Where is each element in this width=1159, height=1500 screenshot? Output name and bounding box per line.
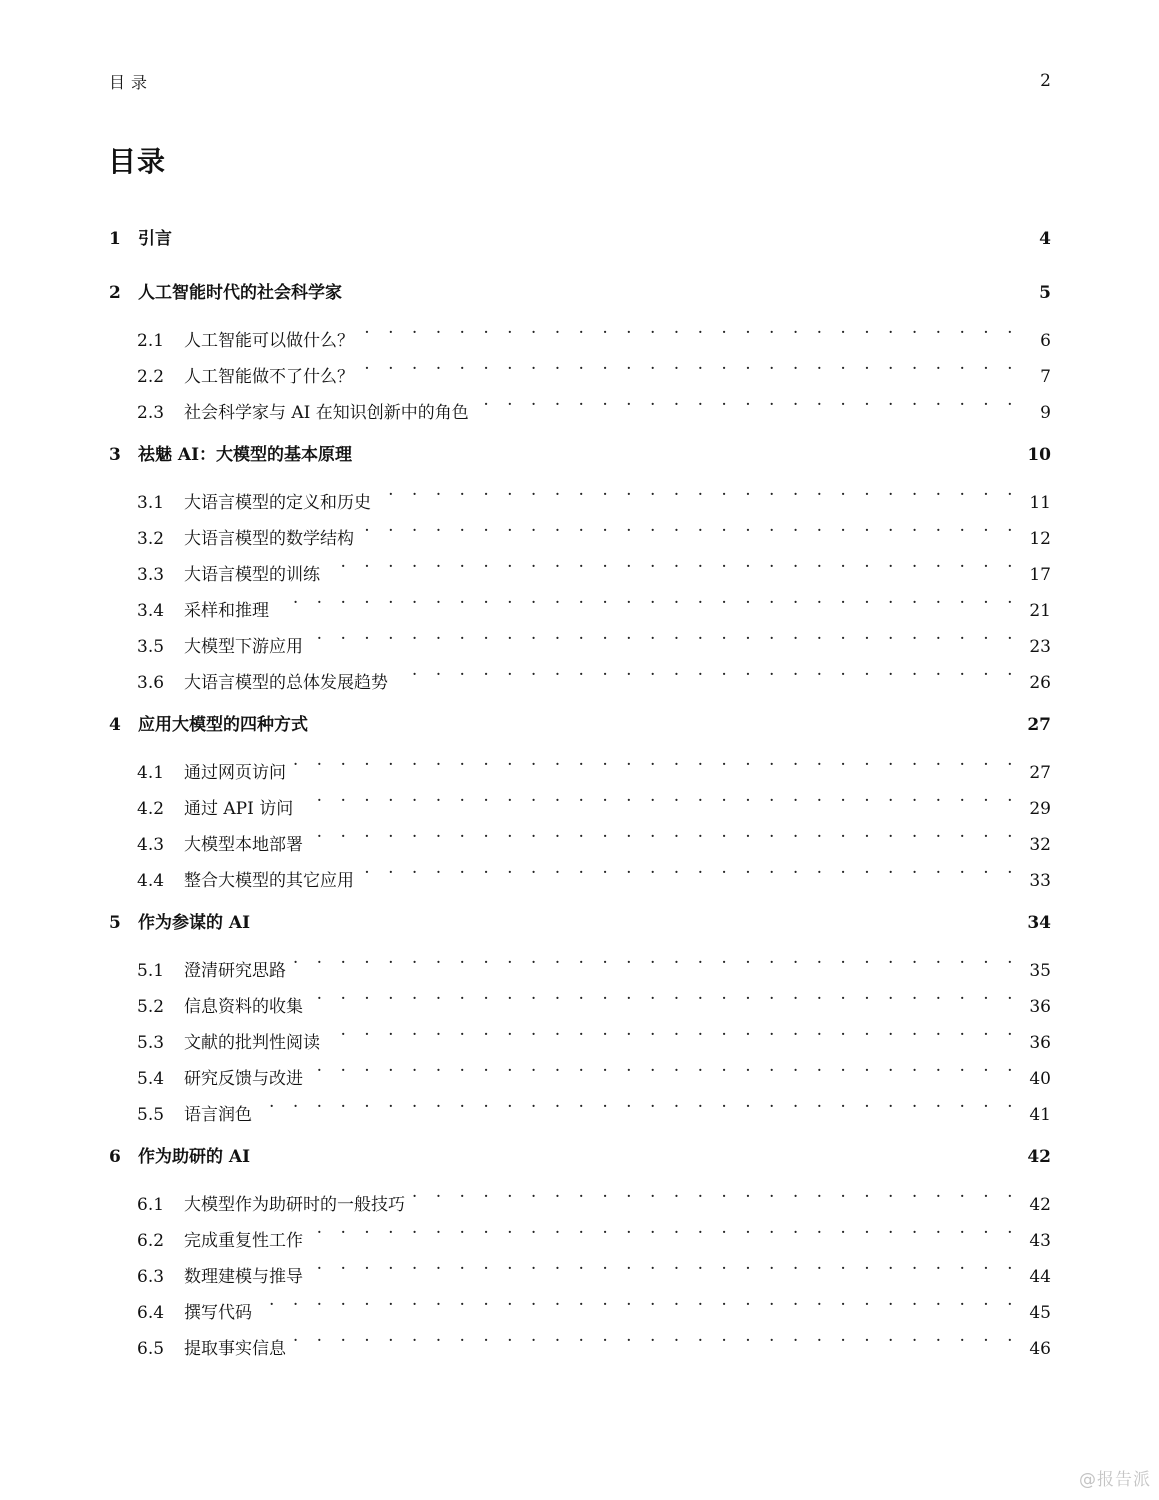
- subsection-number: 3.1: [137, 493, 165, 513]
- toc-subsection-3-1[interactable]: [109, 472, 1051, 513]
- subsection-title: 社会科学家与 AI 在知识创新中的角色: [184, 403, 469, 423]
- subsection-page: 36: [1029, 997, 1051, 1017]
- section-page: 27: [1027, 715, 1051, 735]
- subsection-page: 23: [1029, 637, 1051, 657]
- dot-leader: [299, 778, 1019, 814]
- subsection-page: 27: [1029, 763, 1051, 783]
- dot-leader: [292, 940, 1019, 976]
- section-title: 祛魅 AI：大模型的基本原理: [138, 445, 353, 465]
- dot-leader: [394, 652, 1019, 688]
- section-page: 10: [1027, 445, 1051, 465]
- subsection-page: 11: [1029, 493, 1051, 513]
- subsection-number: 6.1: [137, 1195, 165, 1215]
- dot-leader: [309, 1048, 1019, 1084]
- subsection-title: 大语言模型的总体发展趋势: [184, 673, 388, 693]
- dot-leader: [360, 850, 1019, 886]
- subsection-number: 3.6: [137, 673, 165, 693]
- page-number: 2: [1040, 71, 1051, 91]
- subsection-title: 研究反馈与改进: [184, 1069, 303, 1089]
- subsection-page: 43: [1029, 1231, 1051, 1251]
- subsection-title: 通过 API 访问: [184, 799, 294, 819]
- subsection-page: 45: [1029, 1303, 1051, 1323]
- section-title: 人工智能时代的社会科学家: [138, 283, 342, 303]
- section-number: 6: [109, 1147, 121, 1167]
- dot-leader: [377, 472, 1019, 508]
- subsection-number: 2.3: [137, 403, 165, 423]
- toc-section-4[interactable]: [109, 708, 1051, 742]
- subsection-page: 33: [1029, 871, 1051, 891]
- dot-leader: [309, 814, 1019, 850]
- section-title: 作为参谋的 AI: [138, 913, 251, 933]
- subsection-number: 4.2: [137, 799, 165, 819]
- subsection-title: 大模型下游应用: [184, 637, 303, 657]
- toc-section-6[interactable]: [109, 1140, 1051, 1174]
- subsection-title: 信息资料的收集: [184, 997, 303, 1017]
- subsection-title: 大模型作为助研时的一般技巧: [184, 1195, 405, 1215]
- toc-subsection-5-1[interactable]: [109, 940, 1051, 981]
- subsection-page: 7: [1040, 367, 1051, 387]
- subsection-page: 21: [1029, 601, 1051, 621]
- subsection-number: 5.1: [137, 961, 165, 981]
- subsection-title: 语言润色: [184, 1105, 252, 1125]
- dot-leader: [275, 580, 1019, 616]
- subsection-number: 5.4: [137, 1069, 165, 1089]
- section-number: 3: [109, 445, 121, 465]
- subsection-page: 44: [1029, 1267, 1051, 1287]
- dot-leader: [258, 1084, 1019, 1120]
- subsection-page: 26: [1029, 673, 1051, 693]
- subsection-page: 6: [1040, 331, 1051, 351]
- subsection-number: 3.3: [137, 565, 165, 585]
- subsection-number: 6.5: [137, 1339, 165, 1359]
- dot-leader: [360, 508, 1019, 544]
- subsection-page: 40: [1029, 1069, 1051, 1089]
- subsection-page: 36: [1029, 1033, 1051, 1053]
- subsection-title: 人工智能可以做什么？: [184, 331, 354, 351]
- section-page: 5: [1039, 283, 1051, 303]
- subsection-title: 数理建模与推导: [184, 1267, 303, 1287]
- subsection-title: 整合大模型的其它应用: [184, 871, 354, 891]
- dot-leader: [258, 1282, 1019, 1318]
- section-title: 应用大模型的四种方式: [138, 715, 308, 735]
- section-page: 34: [1027, 913, 1051, 933]
- dot-leader: [309, 1246, 1019, 1282]
- section-title: 引言: [138, 229, 172, 249]
- dot-leader: [326, 544, 1019, 580]
- toc-section-3[interactable]: [109, 438, 1051, 472]
- subsection-page: 9: [1040, 403, 1051, 423]
- table-of-contents: [109, 222, 1051, 1359]
- subsection-page: 41: [1029, 1105, 1051, 1125]
- subsection-page: 12: [1029, 529, 1051, 549]
- dot-leader: [411, 1174, 1019, 1210]
- section-title: 作为助研的 AI: [138, 1147, 251, 1167]
- subsection-title: 澄清研究思路: [184, 961, 286, 981]
- subsection-number: 4.4: [137, 871, 165, 891]
- subsection-page: 32: [1029, 835, 1051, 855]
- running-header-title: 目录: [109, 72, 154, 92]
- toc-subsection-2-1[interactable]: [109, 310, 1051, 351]
- dot-leader: [292, 1318, 1019, 1354]
- dot-leader: [309, 616, 1019, 652]
- subsection-title: 大语言模型的数学结构: [184, 529, 354, 549]
- page-title: 目录: [108, 145, 167, 178]
- subsection-page: 17: [1029, 565, 1051, 585]
- toc-section-2[interactable]: [109, 276, 1051, 310]
- section-number: 2: [109, 283, 121, 303]
- toc-section-1[interactable]: [109, 222, 1051, 256]
- subsection-number: 6.4: [137, 1303, 165, 1323]
- subsection-number: 5.5: [137, 1105, 165, 1125]
- dot-leader: [292, 742, 1019, 778]
- subsection-number: 5.3: [137, 1033, 165, 1053]
- dot-leader: [360, 346, 1019, 382]
- subsection-number: 5.2: [137, 997, 165, 1017]
- subsection-title: 采样和推理: [184, 601, 269, 621]
- subsection-title: 撰写代码: [184, 1303, 252, 1323]
- subsection-number: 3.5: [137, 637, 165, 657]
- section-number: 1: [109, 229, 121, 249]
- subsection-title: 通过网页访问: [184, 763, 286, 783]
- subsection-title: 大语言模型的训练: [184, 565, 320, 585]
- subsection-number: 3.4: [137, 601, 165, 621]
- running-header: [109, 68, 1051, 94]
- toc-subsection-4-1[interactable]: [109, 742, 1051, 783]
- dot-leader: [475, 382, 1019, 418]
- toc-section-5[interactable]: [109, 906, 1051, 940]
- subsection-page: 42: [1029, 1195, 1051, 1215]
- dot-leader: [326, 1012, 1019, 1048]
- subsection-number: 4.3: [137, 835, 165, 855]
- section-number: 5: [109, 913, 121, 933]
- subsection-number: 6.3: [137, 1267, 165, 1287]
- subsection-title: 完成重复性工作: [184, 1231, 303, 1251]
- dot-leader: [309, 976, 1019, 1012]
- subsection-number: 4.1: [137, 763, 165, 783]
- dot-leader: [360, 310, 1019, 346]
- subsection-number: 2.2: [137, 367, 165, 387]
- section-page: 42: [1027, 1147, 1051, 1167]
- subsection-title: 文献的批判性阅读: [184, 1033, 320, 1053]
- subsection-page: 46: [1029, 1339, 1051, 1359]
- subsection-number: 6.2: [137, 1231, 165, 1251]
- subsection-title: 大语言模型的定义和历史: [184, 493, 371, 513]
- subsection-title: 大模型本地部署: [184, 835, 303, 855]
- watermark: @报告派: [1079, 1470, 1151, 1490]
- subsection-page: 35: [1029, 961, 1051, 981]
- subsection-title: 提取事实信息: [184, 1339, 286, 1359]
- subsection-number: 3.2: [137, 529, 165, 549]
- subsection-title: 人工智能做不了什么？: [184, 367, 354, 387]
- dot-leader: [309, 1210, 1019, 1246]
- section-number: 4: [109, 715, 121, 735]
- subsection-number: 2.1: [137, 331, 165, 351]
- section-page: 4: [1039, 229, 1051, 249]
- toc-subsection-6-1[interactable]: [109, 1174, 1051, 1215]
- subsection-page: 29: [1029, 799, 1051, 819]
